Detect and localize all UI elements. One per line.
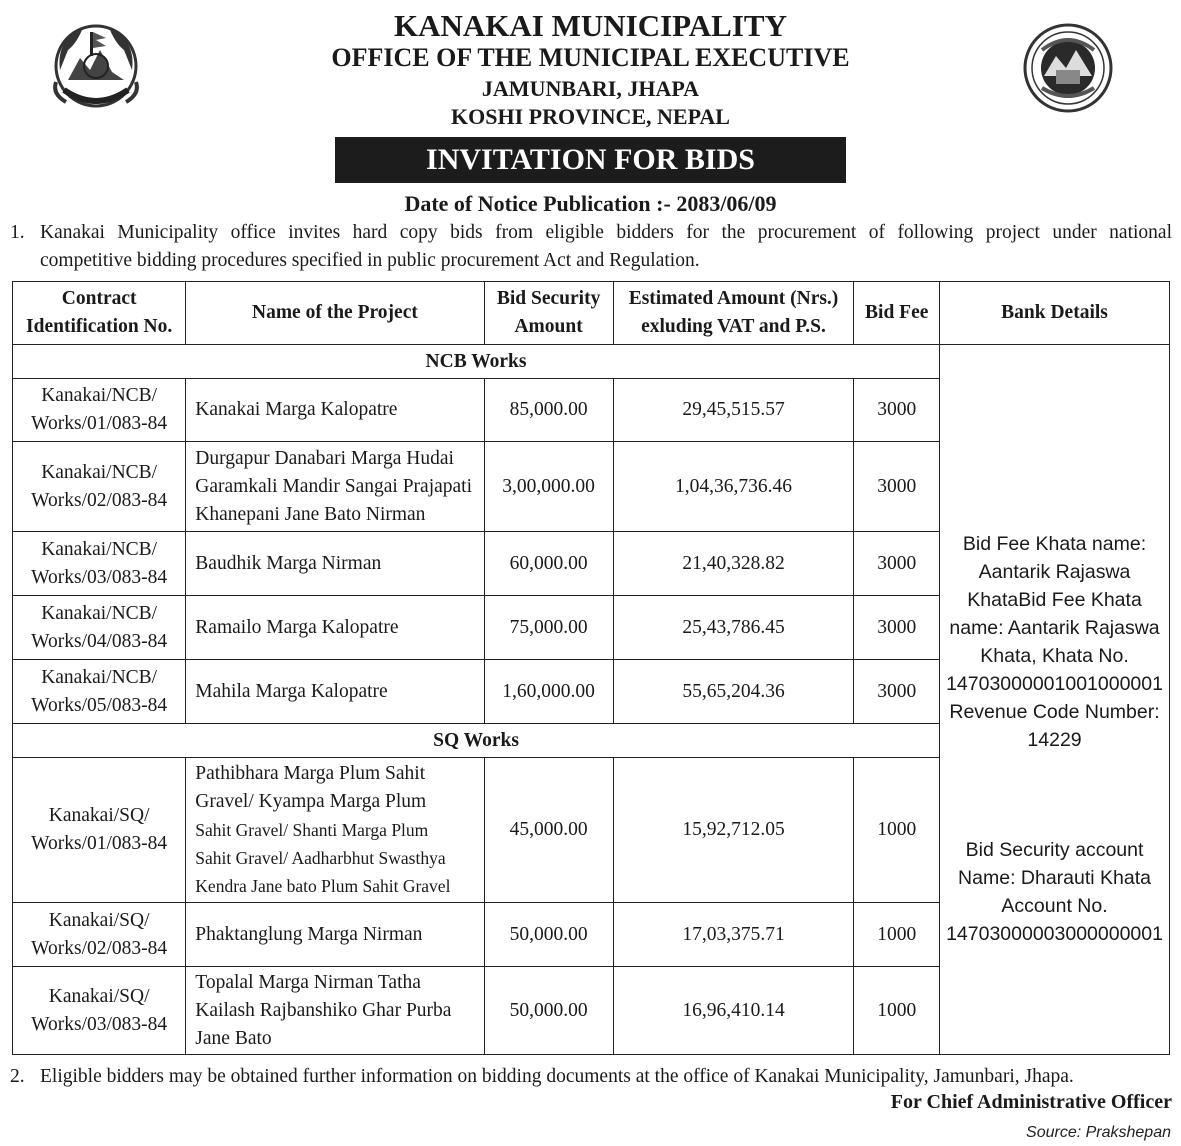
contract-id-line: Kanakai/NCB/ [41, 666, 158, 688]
paragraph-2 [10, 1063, 1172, 1091]
project-name-cell [186, 596, 484, 660]
header-text: Bid Security [496, 288, 601, 309]
bank-detail-line: Revenue Code Number: [949, 700, 1160, 723]
bid-fee-cell: 1000 [854, 903, 940, 967]
header-text: exluding VAT and P.S. [641, 316, 826, 337]
project-name-line: Khanepani Jane Bato Nirman [195, 503, 426, 525]
header-bank-details: Bank Details [940, 282, 1170, 345]
project-name-cell [186, 967, 484, 1055]
contract-id-line: Kanakai/NCB/ [41, 385, 158, 406]
project-name-line: Jane Bato [195, 1027, 272, 1049]
bid-security-cell: 1,60,000.00 [484, 660, 613, 724]
header-text: Estimated Amount (Nrs.) [628, 288, 839, 309]
contract-id-line: Works/02/083-84 [31, 937, 168, 959]
bid-security-cell: 3,00,000.00 [484, 442, 613, 532]
header-bid-security [484, 282, 613, 345]
paragraph-number: 1. [10, 222, 25, 243]
contract-id-cell [13, 442, 186, 532]
notice-title: INVITATION FOR BIDS [335, 137, 846, 183]
estimated-amount-cell: 17,03,375.71 [613, 903, 854, 967]
contract-id-line: Kanakai/NCB/ [41, 461, 158, 483]
bank-details-cell [940, 345, 1170, 1055]
section-label-sq: SQ Works [13, 724, 940, 758]
paragraph-line: competitive bidding procedures specified in public procurement Act and Regulation. [40, 250, 700, 271]
bid-fee-cell: 3000 [854, 379, 940, 442]
estimated-amount-cell: 21,40,328.82 [613, 532, 854, 596]
contract-id-line: Kanakai/NCB/ [41, 538, 158, 560]
contract-id-line: Works/03/083-84 [31, 1013, 168, 1035]
bid-security-cell: 50,000.00 [484, 903, 613, 967]
header-text: Contract [61, 288, 137, 309]
bid-fee-cell: 3000 [854, 442, 940, 532]
contract-id-line: Kanakai/SQ/ [48, 985, 150, 1007]
project-name-line: Phaktanglung Marga Nirman [195, 923, 423, 945]
estimated-amount-cell: 15,92,712.05 [613, 758, 854, 903]
estimated-amount-cell: 1,04,36,736.46 [613, 442, 854, 532]
contract-id-line: Works/01/083-84 [31, 413, 168, 434]
signatory: For Chief Administrative Officer [890, 1091, 1172, 1113]
project-name-line: Garamkali Mandir Sangai Prajapati [195, 475, 473, 497]
paragraph-line: Kanakai Municipality office invites hard copy bids from eligible bidders for the procurement of following project under national [40, 222, 1172, 243]
contract-id-line: Kanakai/SQ/ [48, 909, 150, 931]
office-province: KOSHI PROVINCE, NEPAL [451, 104, 730, 129]
contract-id-cell [13, 758, 186, 903]
project-name-line: Ramailo Marga Kalopatre [195, 616, 399, 638]
paragraph-line: Eligible bidders may be obtained further information on bidding documents at the office of Kanakai Municipality, Jamunbari, Jhapa. [40, 1066, 1074, 1087]
project-name-line: Gravel/ Kyampa Marga Plum [195, 791, 427, 812]
bid-fee-account-details [946, 530, 1163, 754]
office-name: OFFICE OF THE MUNICIPAL EXECUTIVE [331, 43, 850, 72]
estimated-amount-cell: 55,65,204.36 [613, 660, 854, 724]
bid-fee-cell: 3000 [854, 596, 940, 660]
header-text: Amount [514, 316, 583, 337]
contract-id-line: Works/04/083-84 [31, 630, 168, 652]
bank-detail-line: 14703000001001000001 [946, 672, 1163, 695]
contract-id-line: Works/03/083-84 [31, 566, 168, 588]
estimated-amount-cell: 16,96,410.14 [613, 967, 854, 1055]
project-name-line: Sahit Gravel/ Shanti Marga Plum [195, 820, 429, 840]
contract-id-line: Kanakai/SQ/ [48, 805, 150, 826]
bank-detail-line: name: Aantarik Rajaswa [949, 616, 1160, 639]
bank-detail-line: Aantarik Rajaswa [978, 560, 1131, 583]
project-name-cell [186, 532, 484, 596]
project-name-cell [186, 442, 484, 532]
bid-fee-cell: 1000 [854, 758, 940, 903]
section-label-ncb: NCB Works [13, 345, 940, 379]
estimated-amount-cell: 25,43,786.45 [613, 596, 854, 660]
project-name-line: Baudhik Marga Nirman [195, 552, 382, 574]
project-name-line: Durgapur Danabari Marga Hudai [195, 447, 454, 469]
contract-id-line: Works/05/083-84 [31, 694, 168, 716]
project-name-line: Pathibhara Marga Plum Sahit [195, 763, 426, 784]
bank-detail-line: 14703000003000000001 [946, 922, 1163, 945]
contract-id-line: Kanakai/NCB/ [41, 602, 158, 624]
project-name-line: Kailash Rajbanshiko Ghar Purba [195, 999, 452, 1021]
header-contract-id [13, 282, 186, 345]
bank-detail-line: Bid Security account [965, 838, 1144, 861]
header-bid-fee: Bid Fee [854, 282, 940, 345]
bid-security-cell: 45,000.00 [484, 758, 613, 903]
section-row-ncb [13, 345, 1170, 379]
publication-date: Date of Notice Publication :- 2083/06/09 [404, 191, 777, 216]
bid-fee-cell: 3000 [854, 532, 940, 596]
source-credit: Source: Prakshepan [1026, 1124, 1171, 1141]
project-name-cell [186, 379, 484, 442]
project-name-cell [186, 758, 484, 903]
contract-id-cell [13, 967, 186, 1055]
bid-fee-cell: 1000 [854, 967, 940, 1055]
estimated-amount-cell: 29,45,515.57 [613, 379, 854, 442]
office-address: JAMUNBARI, JHAPA [481, 76, 700, 101]
header-project-name: Name of the Project [186, 282, 484, 345]
contract-id-cell [13, 596, 186, 660]
header-text: Identification No. [26, 316, 173, 337]
bank-detail-line: KhataBid Fee Khata [967, 588, 1142, 611]
header-estimated-amount [613, 282, 854, 345]
bid-security-cell: 60,000.00 [484, 532, 613, 596]
project-name-line: Sahit Gravel/ Aadharbhut Swasthya [195, 848, 446, 868]
bank-detail-line: Name: Dharauti Khata [958, 866, 1151, 889]
contract-id-cell [13, 532, 186, 596]
table-header-row [13, 282, 1170, 345]
contract-id-cell [13, 660, 186, 724]
contract-id-cell [13, 903, 186, 967]
project-name-line: Topalal Marga Nirman Tatha [195, 971, 421, 993]
bid-security-cell: 75,000.00 [484, 596, 613, 660]
project-name-line: Kendra Jane bato Plum Sahit Gravel [195, 876, 451, 896]
bid-fee-cell: 3000 [854, 660, 940, 724]
project-name-line: Mahila Marga Kalopatre [195, 680, 388, 702]
bids-table [12, 281, 1170, 1055]
contract-id-cell [13, 379, 186, 442]
municipality-name: KANAKAI MUNICIPALITY [394, 8, 787, 43]
paragraph-1 [10, 219, 1172, 275]
paragraph-number: 2. [10, 1066, 25, 1087]
project-name-line: Kanakai Marga Kalopatre [195, 399, 398, 420]
project-name-cell [186, 903, 484, 967]
project-name-cell [186, 660, 484, 724]
bank-detail-line: 14229 [1027, 728, 1082, 751]
bank-detail-line: Khata, Khata No. [980, 644, 1129, 667]
bid-security-cell: 50,000.00 [484, 967, 613, 1055]
contract-id-line: Works/01/083-84 [31, 833, 168, 854]
contract-id-line: Works/02/083-84 [31, 489, 168, 511]
bid-security-cell: 85,000.00 [484, 379, 613, 442]
bank-detail-line: Account No. [1001, 894, 1108, 917]
bank-detail-line: Bid Fee Khata name: [962, 532, 1147, 555]
bid-security-account-details [946, 836, 1163, 948]
